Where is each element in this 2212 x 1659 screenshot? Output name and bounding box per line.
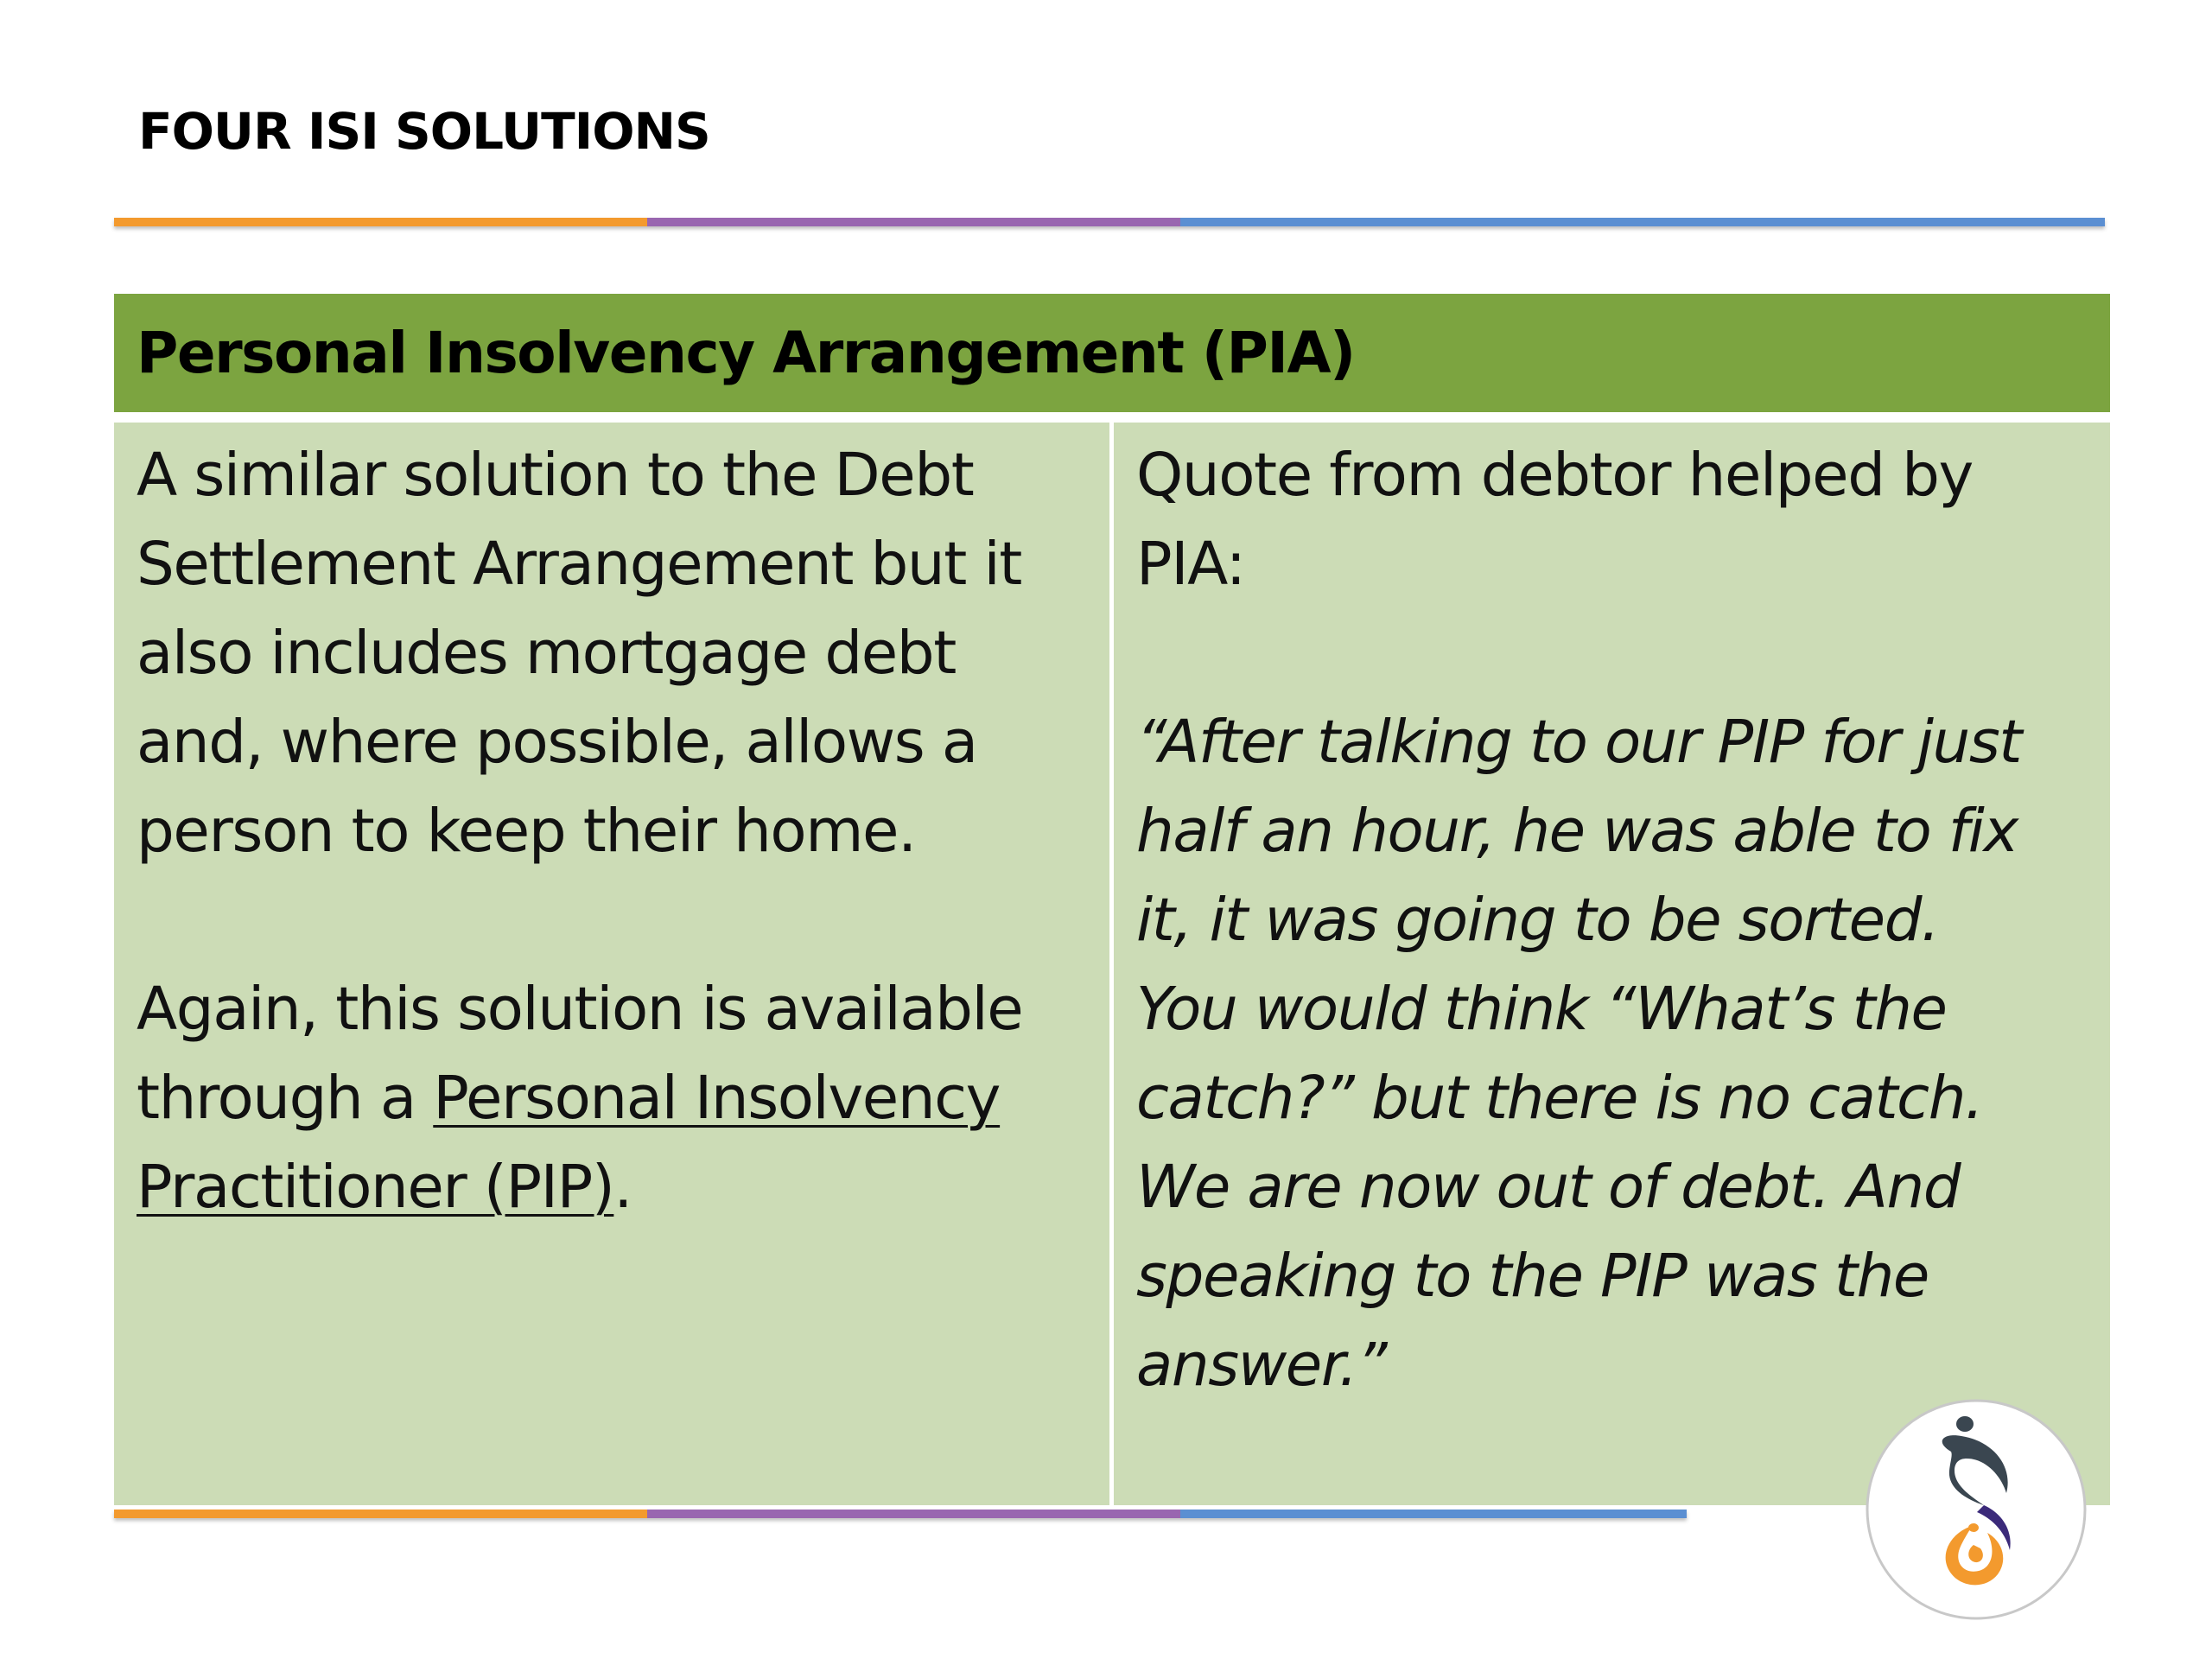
quote-line: speaking to the PIP was the (1136, 1242, 1929, 1311)
quote-line: We are now out of debt. And (1136, 1153, 1961, 1222)
isi-logo-icon (1865, 1398, 2088, 1621)
quote-intro-line: PIA: (1136, 530, 1245, 599)
availability-line (137, 1143, 1109, 1232)
stripe-orange (114, 1510, 647, 1518)
stripe-blue (1180, 218, 2105, 226)
description-line: and, where possible, allows a (137, 708, 977, 777)
quote-line: answer.” (1136, 1331, 1387, 1400)
description-line: A similar solution to the Debt (137, 441, 974, 510)
availability-suffix: . (613, 1153, 632, 1222)
availability-line: Again, this solution is available (137, 975, 1023, 1044)
description-line: also includes mortgage debt (137, 619, 956, 688)
quote-line: You would think “What’s the (1136, 975, 1947, 1044)
description-line: person to keep their home. (137, 797, 916, 866)
quote-intro-line: Quote from debtor helped by (1136, 441, 1973, 510)
description-line: Settlement Arrangement but it (137, 530, 1021, 599)
top-accent-stripe (114, 218, 2105, 226)
quote-line: catch?” but there is no catch. (1136, 1064, 1983, 1133)
pip-link-continued[interactable]: Practitioner (PIP) (137, 1153, 614, 1222)
quote-line: “After talking to our PIP for just (1136, 708, 2022, 777)
availability-prefix: through a (137, 1064, 434, 1133)
quote-line: half an hour, he was able to fix (1136, 797, 2018, 866)
quote-cell (1114, 423, 2110, 1505)
pia-table (114, 294, 2110, 1505)
slide-title: FOUR ISI SOLUTIONS (138, 102, 710, 161)
description-cell (114, 423, 1109, 1505)
bottom-accent-stripe (114, 1510, 1687, 1518)
stripe-purple (647, 218, 1180, 226)
table-header-title: Personal Insolvency Arrangement (PIA) (137, 320, 1355, 386)
stripe-orange (114, 218, 647, 226)
pip-link[interactable]: Personal Insolvency (433, 1064, 1001, 1133)
quote-line: it, it was going to be sorted. (1136, 886, 1939, 955)
stripe-purple (647, 1510, 1180, 1518)
availability-line (137, 1054, 1109, 1143)
stripe-blue (1180, 1510, 1687, 1518)
table-header (114, 294, 2110, 412)
